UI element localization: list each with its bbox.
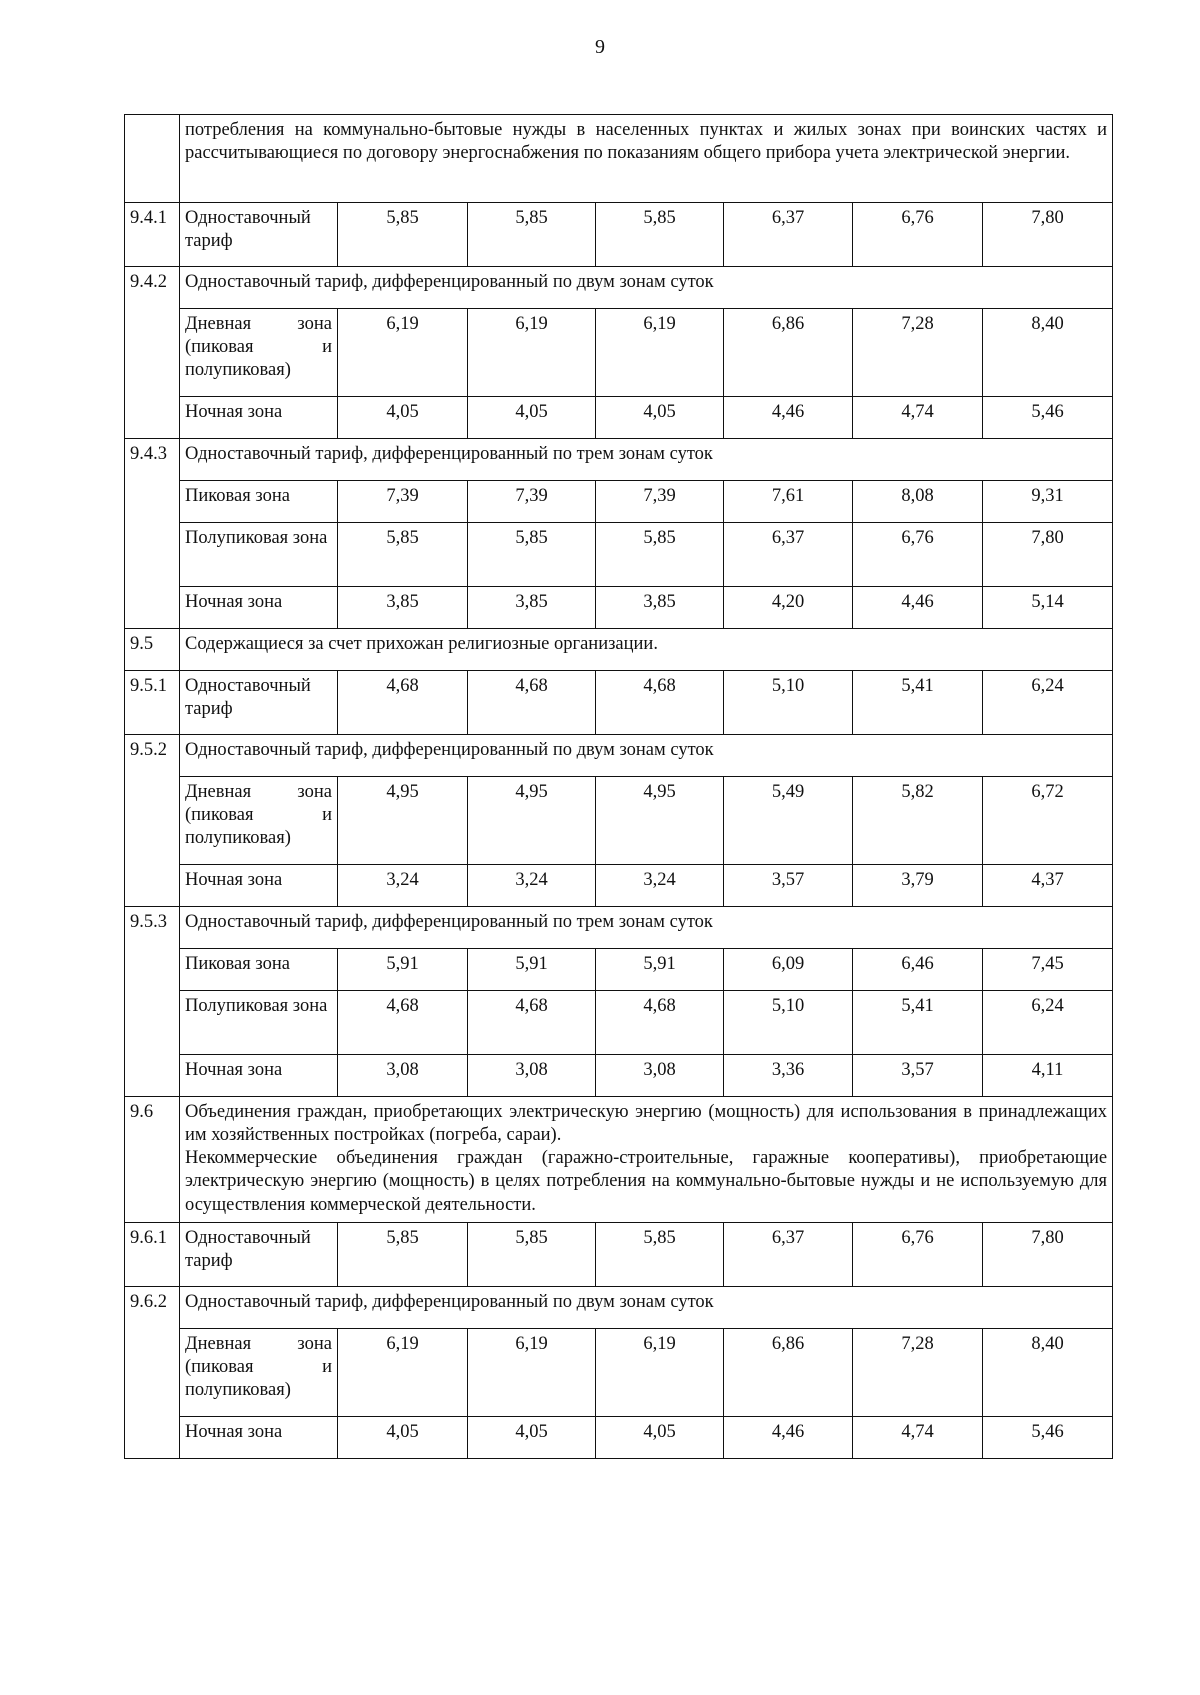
tariff-value: 6,86	[724, 309, 853, 397]
tariff-value: 4,05	[338, 1416, 468, 1458]
row-label: Дневная зона (пиковая и полупиковая)	[180, 777, 338, 865]
tariff-value: 4,68	[468, 991, 596, 1055]
tariff-value: 7,61	[724, 481, 853, 523]
row-number: 9.5	[125, 629, 180, 671]
tariff-value: 5,46	[983, 1416, 1113, 1458]
tariff-value: 5,91	[338, 949, 468, 991]
tariff-value: 4,05	[596, 1416, 724, 1458]
section-paragraph: Некоммерческие объединения граждан (гаражно-строительные, гаражные кооперативы), приобретающие электрическую энергию (мощность) в целях потребления на коммунально-бытовые нужды и не используемую для осуществления коммерческой деятельности.	[185, 1148, 1108, 1215]
row-number: 9.5.1	[125, 671, 180, 735]
tariff-value: 8,40	[983, 309, 1113, 397]
row-number: 9.4.2	[125, 267, 180, 439]
tariff-value: 3,36	[724, 1055, 853, 1097]
tariff-value: 4,05	[468, 397, 596, 439]
row-number: 9.6	[125, 1097, 180, 1223]
page-number: 9	[595, 36, 605, 58]
tariff-value: 5,85	[338, 1222, 468, 1286]
tariff-zone-row	[125, 481, 1113, 523]
tariff-value: 3,24	[596, 865, 724, 907]
tariff-value: 3,79	[853, 865, 983, 907]
row-number: 9.4.1	[125, 203, 180, 267]
row-label: Дневная зона (пиковая и полупиковая)	[180, 1328, 338, 1416]
tariff-group-header	[125, 267, 1113, 309]
section-text: Содержащиеся за счет прихожан религиозные организации.	[180, 629, 1113, 671]
section-paragraph: Объединения граждан, приобретающих электрическую энергию (мощность) для использования в принадлежащих им хозяйственных постройках (погреба, сараи).	[185, 1102, 1108, 1146]
tariff-value: 5,85	[596, 1222, 724, 1286]
tariff-value: 6,76	[853, 203, 983, 267]
tariff-value: 6,19	[468, 1328, 596, 1416]
row-number: 9.5.3	[125, 907, 180, 1097]
tariff-zone-row	[125, 777, 1113, 865]
tariff-value: 4,46	[724, 397, 853, 439]
tariff-value: 5,85	[596, 523, 724, 587]
tariff-value: 4,46	[724, 1416, 853, 1458]
tariff-value: 5,85	[468, 1222, 596, 1286]
tariff-row	[125, 671, 1113, 735]
tariff-value: 4,95	[338, 777, 468, 865]
tariff-value: 4,95	[468, 777, 596, 865]
tariff-value: 4,68	[468, 671, 596, 735]
row-label: Ночная зона	[180, 587, 338, 629]
row-label: Дневная зона (пиковая и полупиковая)	[180, 309, 338, 397]
group-header: Одноставочный тариф, дифференцированный по трем зонам суток	[180, 907, 1113, 949]
row-label: Одноставочный тариф	[180, 671, 338, 735]
tariff-value: 3,85	[468, 587, 596, 629]
tariff-zone-row	[125, 1055, 1113, 1097]
tariff-value: 4,68	[596, 991, 724, 1055]
tariff-group-header	[125, 1286, 1113, 1328]
row-label: Ночная зона	[180, 1055, 338, 1097]
tariff-value: 5,82	[853, 777, 983, 865]
tariff-value: 6,19	[338, 1328, 468, 1416]
tariff-value: 3,24	[468, 865, 596, 907]
row-number: 9.4.3	[125, 439, 180, 629]
tariff-value: 3,08	[468, 1055, 596, 1097]
tariff-value: 5,85	[338, 203, 468, 267]
tariff-value: 5,91	[468, 949, 596, 991]
tariff-zone-row	[125, 587, 1113, 629]
tariff-value: 4,68	[338, 991, 468, 1055]
tariff-value: 7,28	[853, 309, 983, 397]
tariff-value: 6,86	[724, 1328, 853, 1416]
tariff-row	[125, 1222, 1113, 1286]
tariff-value: 4,68	[596, 671, 724, 735]
tariff-value: 6,19	[596, 1328, 724, 1416]
tariff-value: 8,08	[853, 481, 983, 523]
row-number: 9.6.2	[125, 1286, 180, 1458]
tariff-value: 4,05	[338, 397, 468, 439]
tariff-value: 7,80	[983, 1222, 1113, 1286]
tariff-value: 4,46	[853, 587, 983, 629]
row-label: Пиковая зона	[180, 481, 338, 523]
tariff-group-header	[125, 907, 1113, 949]
tariff-value: 6,19	[596, 309, 724, 397]
tariff-value: 7,39	[468, 481, 596, 523]
tariff-value: 6,37	[724, 1222, 853, 1286]
row-label: Ночная зона	[180, 1416, 338, 1458]
tariff-value: 4,74	[853, 397, 983, 439]
tariff-value: 3,08	[338, 1055, 468, 1097]
tariff-zone-row	[125, 865, 1113, 907]
tariff-zone-row	[125, 991, 1113, 1055]
group-header: Одноставочный тариф, дифференцированный по двум зонам суток	[180, 1286, 1113, 1328]
tariff-value: 9,31	[983, 481, 1113, 523]
tariff-value: 3,24	[338, 865, 468, 907]
tariff-value: 6,46	[853, 949, 983, 991]
group-header: Одноставочный тариф, дифференцированный по двум зонам суток	[180, 735, 1113, 777]
intro-row	[125, 115, 1113, 203]
tariff-value: 6,76	[853, 523, 983, 587]
row-label: Пиковая зона	[180, 949, 338, 991]
tariff-value: 6,09	[724, 949, 853, 991]
tariff-value: 5,91	[596, 949, 724, 991]
tariff-value: 7,39	[596, 481, 724, 523]
tariff-value: 5,14	[983, 587, 1113, 629]
tariff-value: 3,85	[338, 587, 468, 629]
row-number: 9.5.2	[125, 735, 180, 907]
tariff-table	[124, 114, 1113, 1459]
tariff-value: 5,85	[468, 523, 596, 587]
intro-text: потребления на коммунально-бытовые нужды в населенных пунктах и жилых зонах при воинских частях и рассчитывающиеся по договору энергоснабжения по показаниям общего прибора учета электрической энергии.	[180, 115, 1113, 203]
tariff-value: 5,10	[724, 991, 853, 1055]
tariff-value: 5,10	[724, 671, 853, 735]
row-label: Одноставочный тариф	[180, 203, 338, 267]
tariff-value: 3,57	[724, 865, 853, 907]
tariff-value: 6,19	[468, 309, 596, 397]
tariff-value: 5,85	[468, 203, 596, 267]
group-header: Одноставочный тариф, дифференцированный по двум зонам суток	[180, 267, 1113, 309]
tariff-group-header	[125, 439, 1113, 481]
tariff-value: 6,37	[724, 523, 853, 587]
section-text	[180, 1097, 1113, 1223]
tariff-value: 4,11	[983, 1055, 1113, 1097]
tariff-value: 4,05	[596, 397, 724, 439]
tariff-value: 4,05	[468, 1416, 596, 1458]
tariff-zone-row	[125, 397, 1113, 439]
tariff-value: 7,80	[983, 523, 1113, 587]
tariff-value: 3,08	[596, 1055, 724, 1097]
section-row	[125, 1097, 1113, 1223]
tariff-value: 8,40	[983, 1328, 1113, 1416]
row-label: Ночная зона	[180, 865, 338, 907]
tariff-value: 7,80	[983, 203, 1113, 267]
tariff-row	[125, 203, 1113, 267]
tariff-value: 4,74	[853, 1416, 983, 1458]
tariff-zone-row	[125, 1416, 1113, 1458]
tariff-value: 4,95	[596, 777, 724, 865]
tariff-zone-row	[125, 1328, 1113, 1416]
row-number: 9.6.1	[125, 1222, 180, 1286]
tariff-value: 4,37	[983, 865, 1113, 907]
tariff-value: 6,19	[338, 309, 468, 397]
tariff-zone-row	[125, 523, 1113, 587]
tariff-value: 7,45	[983, 949, 1113, 991]
tariff-value: 6,24	[983, 671, 1113, 735]
tariff-value: 4,68	[338, 671, 468, 735]
tariff-value: 5,85	[596, 203, 724, 267]
row-label: Полупиковая зона	[180, 523, 338, 587]
tariff-zone-row	[125, 309, 1113, 397]
tariff-zone-row	[125, 949, 1113, 991]
tariff-value: 5,41	[853, 991, 983, 1055]
tariff-value: 6,76	[853, 1222, 983, 1286]
group-header: Одноставочный тариф, дифференцированный по трем зонам суток	[180, 439, 1113, 481]
tariff-value: 6,72	[983, 777, 1113, 865]
row-label: Ночная зона	[180, 397, 338, 439]
tariff-value: 5,85	[338, 523, 468, 587]
tariff-value: 5,41	[853, 671, 983, 735]
tariff-value: 3,85	[596, 587, 724, 629]
row-label: Одноставочный тариф	[180, 1222, 338, 1286]
tariff-group-header	[125, 735, 1113, 777]
tariff-value: 4,20	[724, 587, 853, 629]
row-label: Полупиковая зона	[180, 991, 338, 1055]
tariff-value: 5,49	[724, 777, 853, 865]
tariff-value: 3,57	[853, 1055, 983, 1097]
tariff-value: 5,46	[983, 397, 1113, 439]
tariff-value: 7,28	[853, 1328, 983, 1416]
tariff-value: 7,39	[338, 481, 468, 523]
tariff-value: 6,37	[724, 203, 853, 267]
tariff-value: 6,24	[983, 991, 1113, 1055]
row-number	[125, 115, 180, 203]
section-row	[125, 629, 1113, 671]
